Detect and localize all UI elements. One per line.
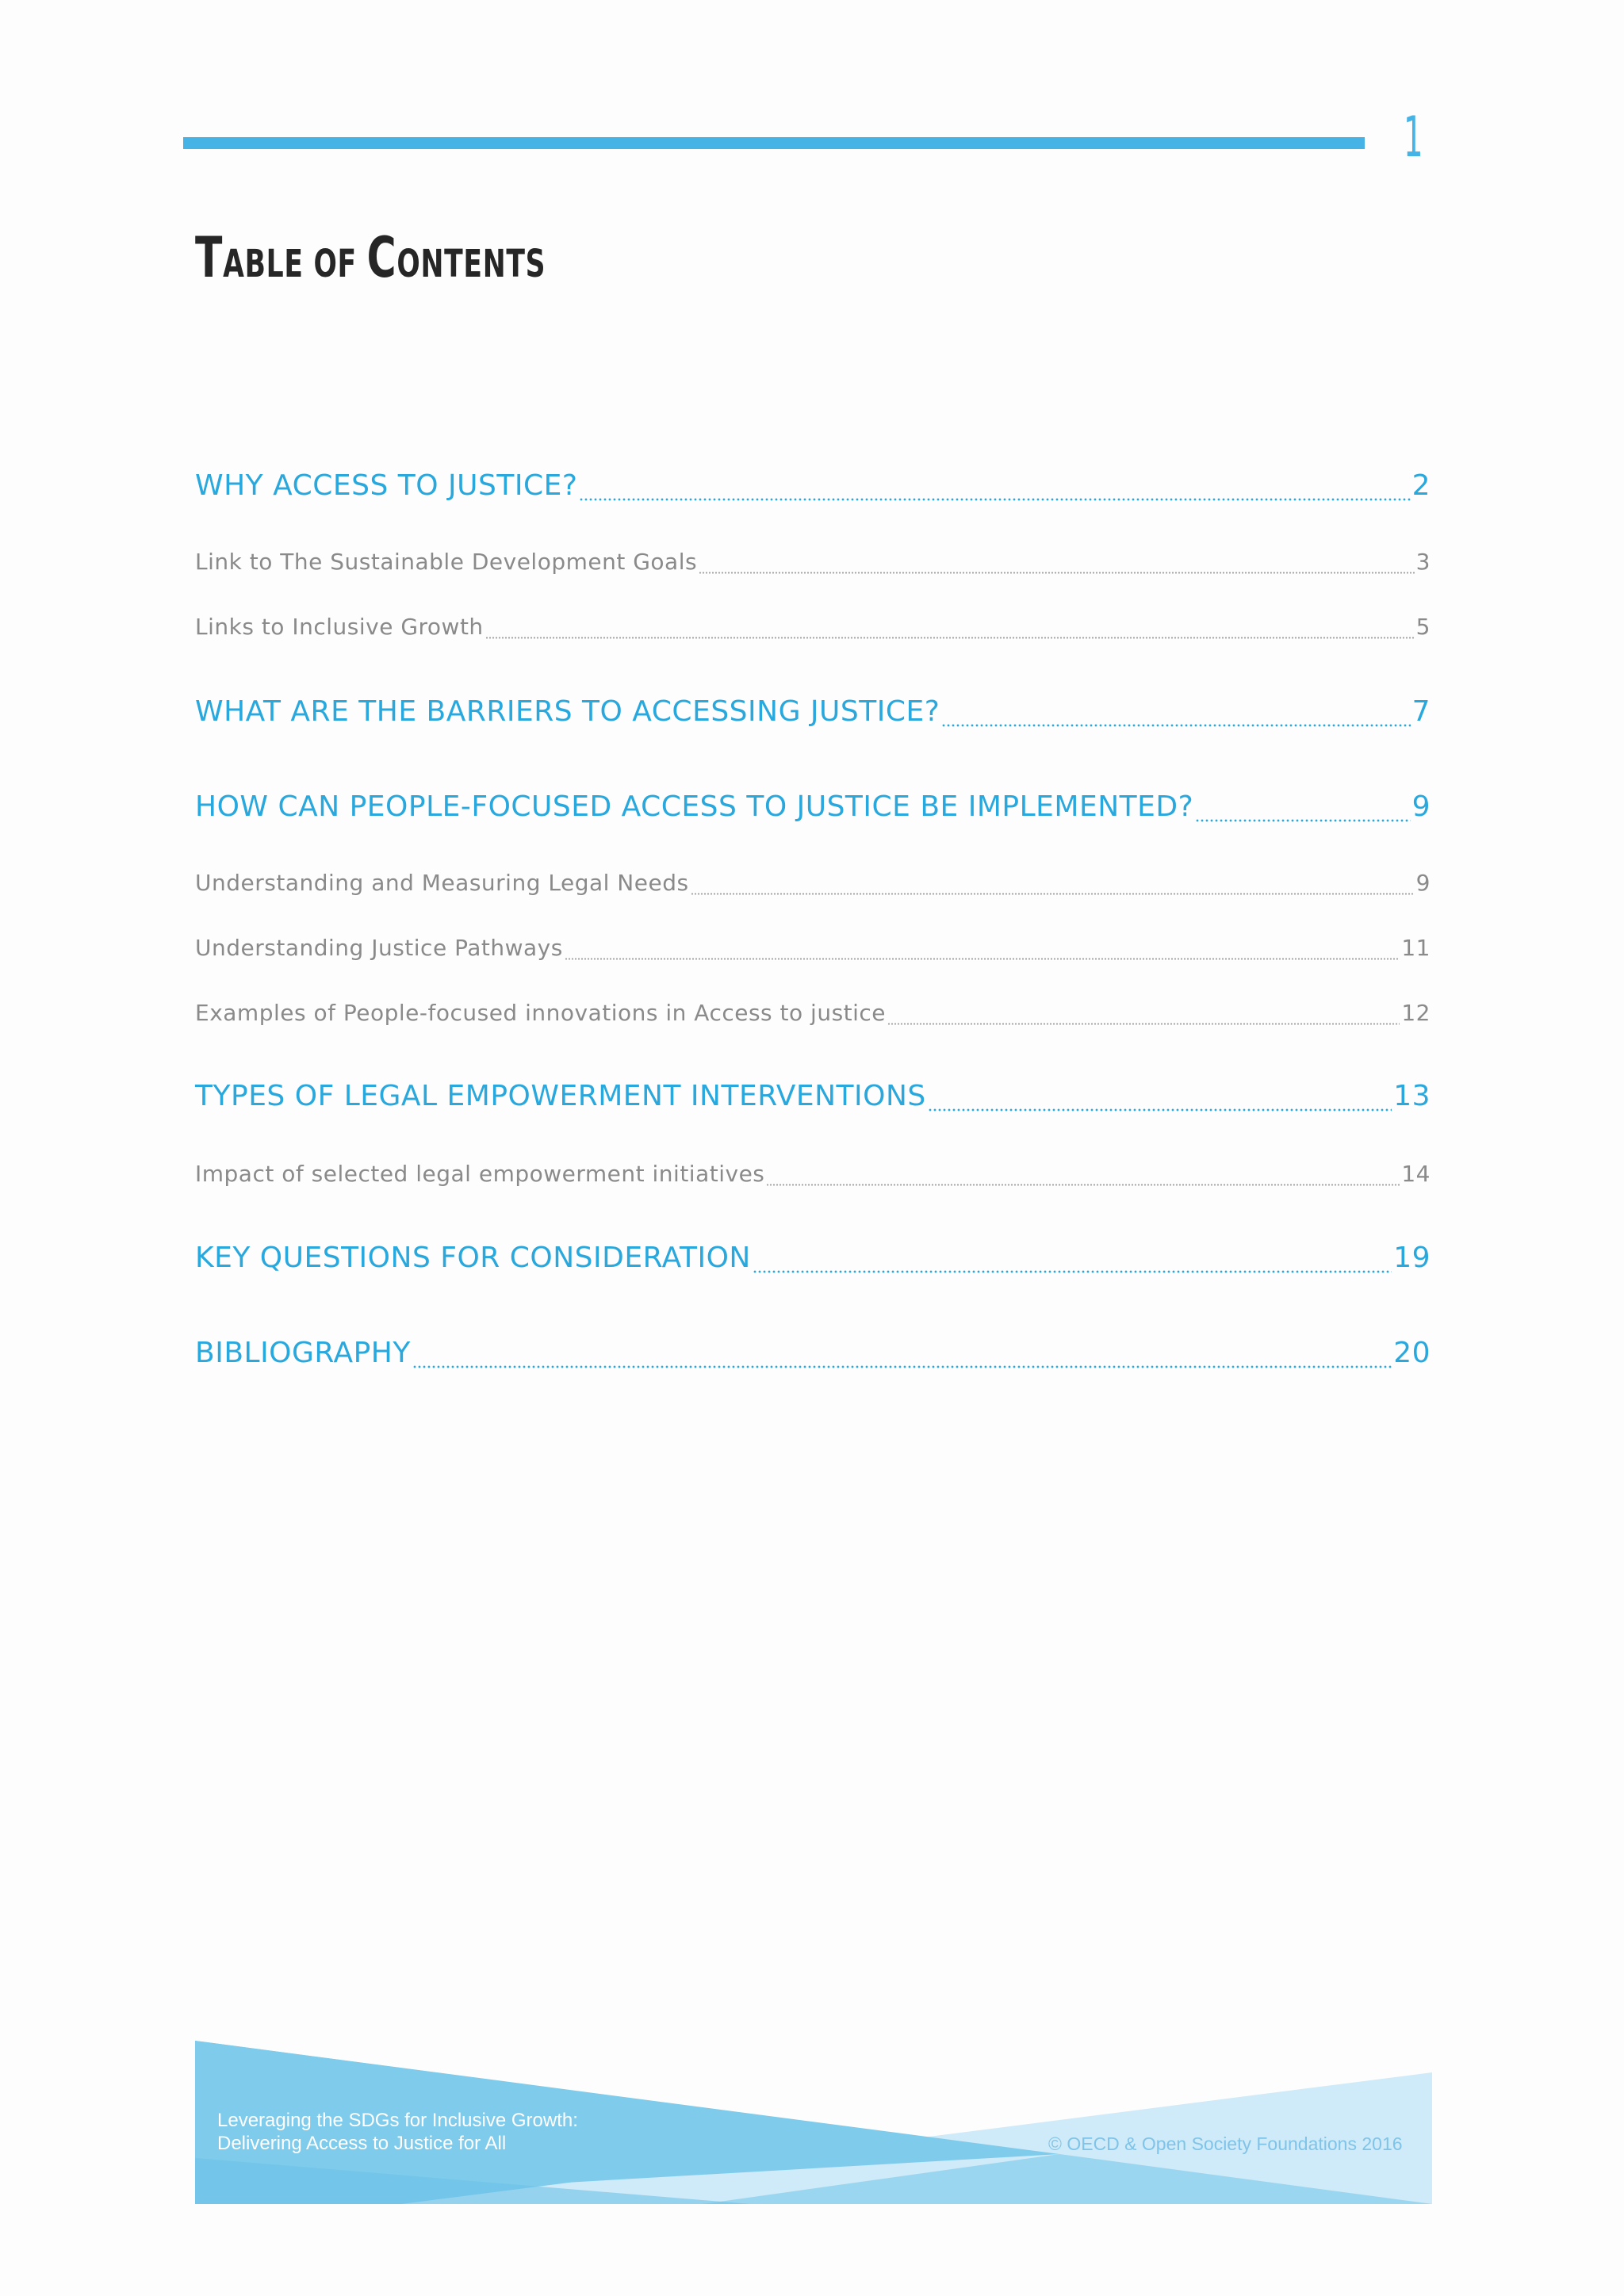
dot-leader <box>699 572 1415 575</box>
toc-entry-label: TYPES OF LEGAL EMPOWERMENT INTERVENTIONS <box>195 1080 926 1112</box>
footer-publication-title <box>217 2109 578 2155</box>
toc-entry-label: WHAT ARE THE BARRIERS TO ACCESSING JUSTICE? <box>195 695 940 728</box>
toc-entry-barriers[interactable] <box>195 695 1431 733</box>
toc-entry-page: 9 <box>1411 790 1431 823</box>
toc-entry-label: KEY QUESTIONS FOR CONSIDERATION <box>195 1242 751 1274</box>
toc-entry-page: 5 <box>1415 614 1431 640</box>
page-number: 1 <box>1404 105 1423 170</box>
toc-entry-page: 19 <box>1393 1242 1431 1274</box>
toc-entry-label: Link to The Sustainable Development Goals <box>195 549 698 575</box>
page-title <box>195 225 546 292</box>
dot-leader <box>1195 819 1410 822</box>
toc-entry-label: HOW CAN PEOPLE-FOCUSED ACCESS TO JUSTICE BE IMPLEMENTED? <box>195 790 1194 823</box>
toc-entry-bibliography[interactable] <box>195 1337 1431 1375</box>
dot-leader <box>887 1023 1400 1026</box>
title-part: C <box>366 225 397 290</box>
dot-leader <box>485 637 1415 640</box>
toc-entry-page: 11 <box>1401 935 1431 961</box>
footer-line: Delivering Access to Justice for All <box>217 2133 507 2154</box>
dot-leader <box>753 1270 1392 1273</box>
toc-entry-page: 20 <box>1393 1337 1431 1369</box>
toc-entry-label: Understanding and Measuring Legal Needs <box>195 870 689 896</box>
toc-entry-key-questions[interactable] <box>195 1242 1431 1280</box>
toc-entry-why-access-to-justice[interactable] <box>195 469 1431 507</box>
toc-entry-label: Impact of selected legal empowerment initiatives <box>195 1161 765 1187</box>
toc-entry-page: 13 <box>1393 1080 1431 1112</box>
toc-entry-page: 3 <box>1415 549 1431 575</box>
toc-entry-links-to-inclusive-growth[interactable] <box>195 614 1431 645</box>
dot-leader <box>691 893 1415 896</box>
toc-entry-label: Understanding Justice Pathways <box>195 935 563 961</box>
toc-entry-page: 9 <box>1415 870 1431 896</box>
toc-entry-page: 2 <box>1411 469 1431 502</box>
toc-entry-justice-pathways[interactable] <box>195 935 1431 966</box>
toc-entry-legal-needs[interactable] <box>195 870 1431 901</box>
title-part: ABLE OF <box>223 242 367 286</box>
dot-leader <box>766 1184 1400 1187</box>
dot-leader <box>412 1365 1392 1368</box>
dot-leader <box>928 1108 1392 1112</box>
toc-entry-label: Links to Inclusive Growth <box>195 614 484 640</box>
dot-leader <box>941 724 1410 727</box>
toc-entry-innovations[interactable] <box>195 1000 1431 1031</box>
footer-copyright: © OECD & Open Society Foundations 2016 <box>1048 2133 1403 2154</box>
footer-line: Leveraging the SDGs for Inclusive Growth: <box>217 2110 578 2131</box>
toc-entry-label: Examples of People-focused innovations in Access to justice <box>195 1000 887 1026</box>
toc-entry-implementation[interactable] <box>195 790 1431 828</box>
toc-entry-label: WHY ACCESS TO JUSTICE? <box>195 469 578 502</box>
toc-entry-link-to-sdgs[interactable] <box>195 549 1431 580</box>
toc-entry-legal-empowerment[interactable] <box>195 1080 1431 1118</box>
toc-entry-page: 14 <box>1401 1161 1431 1187</box>
toc-entry-page: 7 <box>1411 695 1431 728</box>
toc-entry-impact[interactable] <box>195 1161 1431 1192</box>
title-part: T <box>195 225 224 290</box>
header-rule <box>183 137 1365 149</box>
title-part: ONTENTS <box>396 242 546 286</box>
dot-leader <box>565 958 1400 961</box>
toc-entry-label: BIBLIOGRAPHY <box>195 1337 411 1369</box>
dot-leader <box>579 498 1410 501</box>
toc-entry-page: 12 <box>1401 1000 1431 1026</box>
